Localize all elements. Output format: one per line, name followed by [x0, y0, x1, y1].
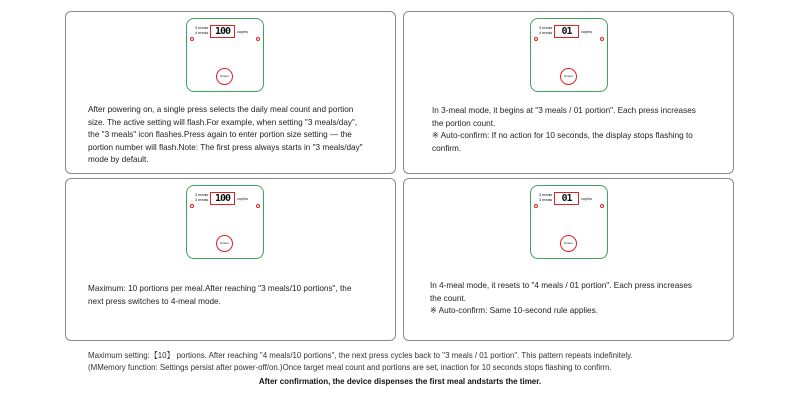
- indicator-dot-left-icon: [190, 37, 194, 41]
- power-button-icon: Power: [560, 68, 577, 85]
- meal-labels: [195, 26, 208, 36]
- description-line: mode by default.: [88, 155, 149, 165]
- label-4-meals: 4 meals: [539, 198, 553, 203]
- label-copies: copies: [237, 30, 248, 34]
- panel-description: [432, 105, 722, 155]
- meal-labels: [539, 26, 552, 36]
- label-3-meals: 3 meals: [195, 193, 209, 197]
- device-illustration: [530, 185, 608, 259]
- meal-labels: [195, 193, 208, 203]
- panel-description: [430, 280, 720, 318]
- power-button-icon: Power: [216, 68, 233, 85]
- instruction-panel-4: [403, 178, 734, 341]
- description-line: the count.: [430, 293, 466, 303]
- instruction-panel-1: [65, 11, 396, 174]
- description-line: After powering on, a single press selects the daily meal count and portion: [88, 105, 354, 114]
- instruction-panel-2: [403, 11, 734, 174]
- label-4-meals: 4 meals: [195, 31, 209, 36]
- panel-description: [88, 104, 378, 167]
- label-3-meals: 3 meals: [539, 193, 553, 197]
- description-line: the "3 meals" icon flashes.Press again to enter portion size setting — the: [88, 130, 352, 140]
- label-copies: copies: [581, 197, 592, 201]
- indicator-dot-right-icon: [256, 204, 260, 208]
- description-line: portion number will flash.Note: The first press always starts in "3 meals/day": [88, 142, 363, 152]
- footer-memory-note: (MMemory function: Settings persist after power-off/on.)Once target meal count and portions are set, inaction for 10 seconds stops flashing to confirm.: [88, 363, 612, 372]
- power-button-icon: Power: [216, 235, 233, 252]
- label-3-meals: 3 meals: [195, 26, 209, 30]
- description-line: next press switches to 4-meal mode.: [88, 296, 221, 306]
- label-4-meals: 4 meals: [195, 198, 209, 203]
- indicator-dot-left-icon: [534, 204, 538, 208]
- power-button-icon: Power: [560, 235, 577, 252]
- description-line: Maximum: 10 portions per meal.After reaching "3 meals/10 portions", the: [88, 284, 352, 293]
- label-4-meals: 4 meals: [539, 31, 553, 36]
- description-line: confirm.: [432, 143, 462, 153]
- panel-description: [88, 283, 378, 308]
- indicator-dot-right-icon: [256, 37, 260, 41]
- label-copies: copies: [237, 197, 248, 201]
- indicator-dot-left-icon: [534, 37, 538, 41]
- lcd-display: 100: [210, 192, 235, 205]
- lcd-display: 100: [210, 25, 235, 38]
- device-illustration: [530, 18, 608, 92]
- label-3-meals: 3 meals: [539, 26, 553, 30]
- label-copies: copies: [581, 30, 592, 34]
- meal-labels: [539, 193, 552, 203]
- description-line: In 4-meal mode, it resets to "4 meals / 01 portion". Each press increases: [430, 281, 693, 290]
- indicator-dot-right-icon: [600, 204, 604, 208]
- lcd-display: 01: [554, 25, 579, 38]
- indicator-dot-left-icon: [190, 204, 194, 208]
- description-line: size. The active setting will flash.For example, when setting "3 meals/day",: [88, 117, 358, 127]
- description-line: the portion count.: [432, 118, 496, 128]
- instruction-panel-3: [65, 178, 396, 341]
- description-line: ※ Auto-confirm: Same 10-second rule applies.: [430, 306, 598, 316]
- description-line: ※ Auto-confirm: If no action for 10 seconds, the display stops flashing to: [432, 131, 693, 141]
- footer-confirmation-note: After confirmation, the device dispenses the first meal andstarts the timer.: [258, 377, 542, 386]
- lcd-display: 01: [554, 192, 579, 205]
- footer-max-setting-note: Maximum setting:【10】 portions. After reaching "4 meals/10 portions", the next press cycles back to "3 meals / 01 portion". This pattern repeats indefinitely.: [88, 351, 633, 360]
- description-line: In 3-meal mode, it begins at "3 meals / 01 portion". Each press increases: [432, 106, 696, 115]
- device-illustration: [186, 18, 264, 92]
- device-illustration: [186, 185, 264, 259]
- indicator-dot-right-icon: [600, 37, 604, 41]
